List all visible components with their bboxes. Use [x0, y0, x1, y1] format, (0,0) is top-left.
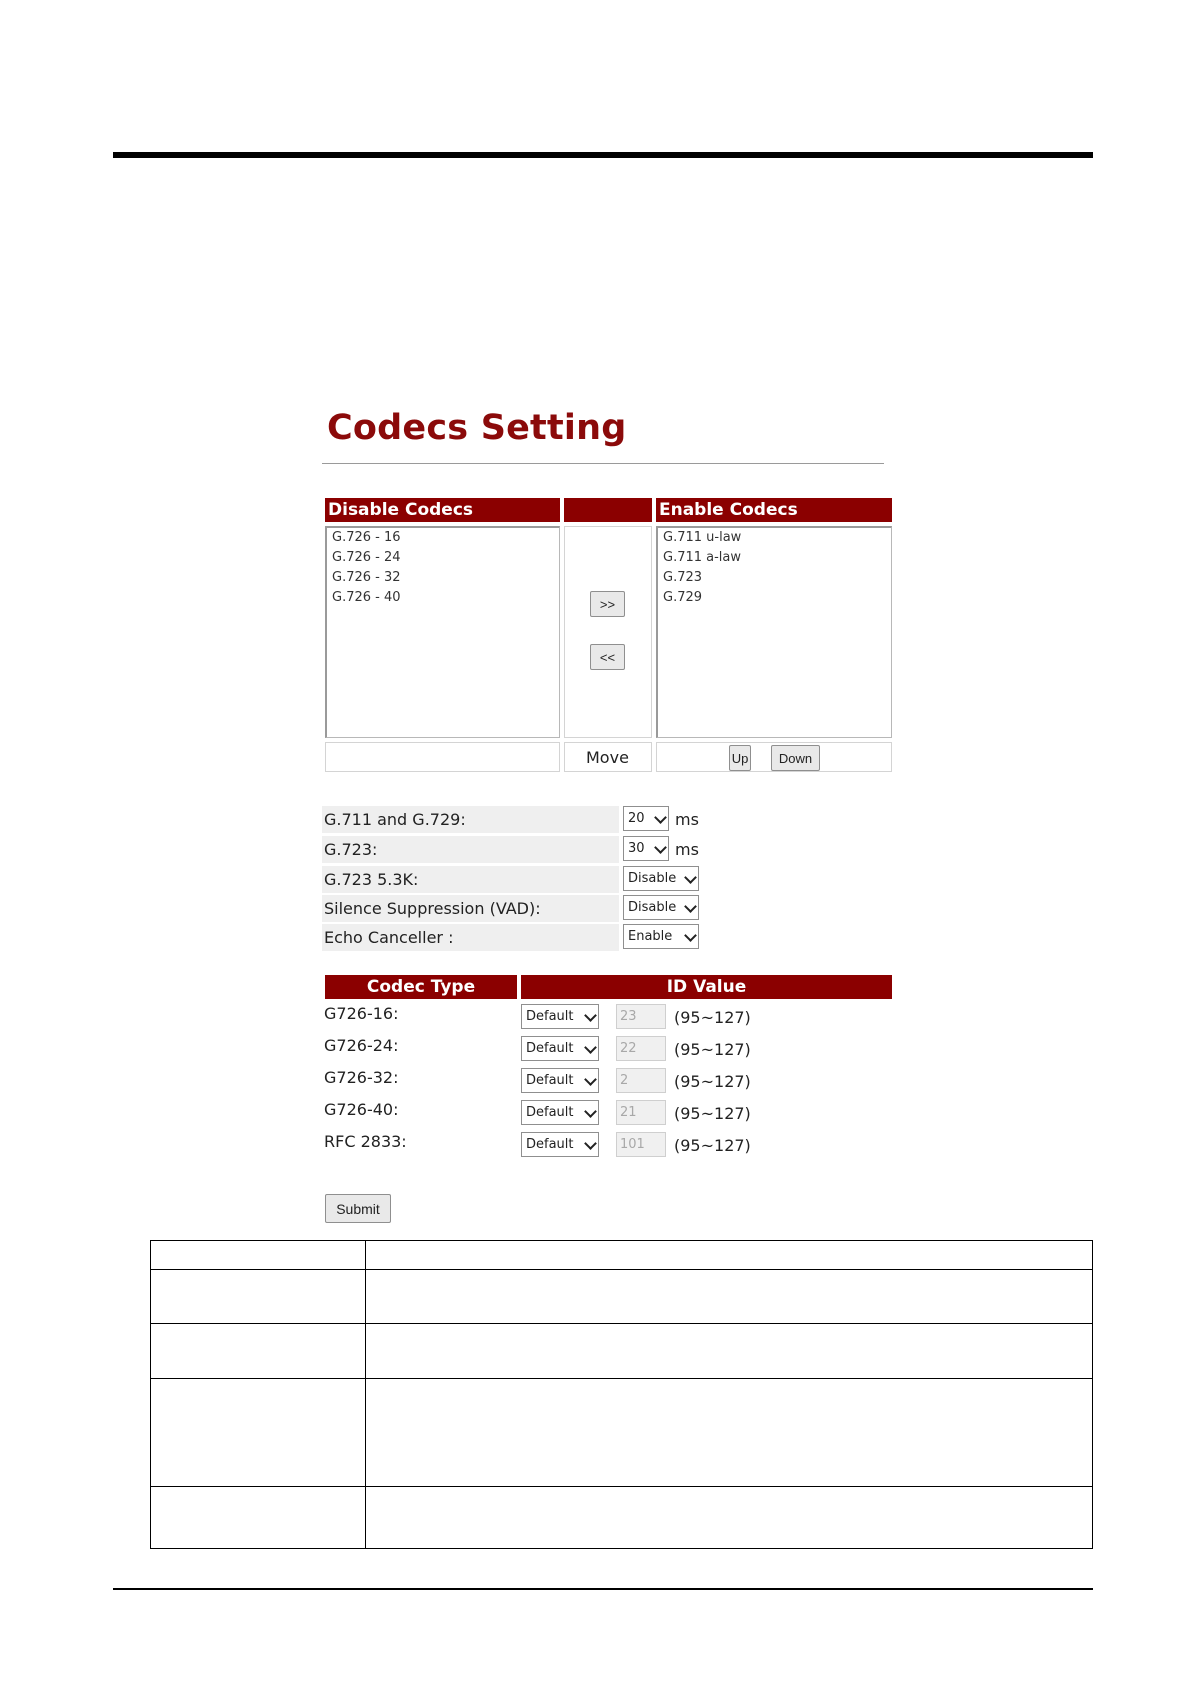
chevron-down-icon [584, 1041, 597, 1054]
table-row [151, 1324, 1093, 1379]
g711-g729-unit: ms [675, 810, 699, 829]
table-cell [366, 1324, 1093, 1379]
vad-label: Silence Suppression (VAD): [322, 895, 619, 922]
table-cell [151, 1379, 366, 1487]
list-item[interactable]: G.723 [663, 570, 703, 585]
move-up-button[interactable]: Up [729, 745, 751, 771]
codec-id-range: (95~127) [674, 1136, 751, 1155]
codec-id-mode-select[interactable]: Default [521, 1132, 599, 1157]
move-footer [564, 742, 652, 772]
g711-g729-label: G.711 and G.729: [322, 806, 619, 833]
move-label: Move [586, 748, 629, 767]
disabled-codecs-header: Disable Codecs [325, 498, 560, 522]
codec-type-header: Codec Type [325, 975, 517, 999]
table-cell [366, 1487, 1093, 1549]
table-row [151, 1270, 1093, 1324]
chevron-down-icon [654, 841, 667, 854]
chevron-down-icon [684, 929, 697, 942]
echo-canceller-label: Echo Canceller : [322, 924, 619, 951]
list-item[interactable]: G.711 u-law [663, 530, 742, 545]
table-cell [151, 1270, 366, 1324]
codec-id-mode-select[interactable]: Default [521, 1100, 599, 1125]
move-left-button[interactable]: << [590, 644, 625, 670]
codec-id-range: (95~127) [674, 1040, 751, 1059]
move-column-header [564, 498, 652, 522]
enabled-codecs-list[interactable] [656, 526, 892, 738]
g723-53k-label: G.723 5.3K: [322, 866, 619, 893]
codec-id-label: G726-40: [324, 1100, 399, 1119]
table-row [151, 1241, 1093, 1270]
page-title: Codecs Setting [327, 408, 627, 448]
footer-rule [113, 1588, 1093, 1590]
g711-g729-select[interactable]: 20 [623, 806, 669, 831]
enabled-codecs-header: Enable Codecs [656, 498, 892, 522]
chevron-down-icon [684, 871, 697, 884]
table-cell [366, 1270, 1093, 1324]
list-item[interactable]: G.726 - 16 [332, 530, 401, 545]
move-column [564, 526, 652, 738]
title-divider [322, 463, 884, 464]
table-cell [151, 1324, 366, 1379]
codec-id-range: (95~127) [674, 1072, 751, 1091]
chevron-down-icon [684, 900, 697, 913]
table-row [151, 1379, 1093, 1487]
codec-id-input[interactable]: 101 [616, 1132, 666, 1157]
codec-id-mode-select[interactable]: Default [521, 1036, 599, 1061]
id-value-header: ID Value [521, 975, 892, 999]
chevron-down-icon [654, 811, 667, 824]
echo-canceller-select[interactable]: Enable [623, 924, 699, 949]
move-down-button[interactable]: Down [771, 745, 820, 771]
list-item[interactable]: G.726 - 24 [332, 550, 401, 565]
codec-id-label: RFC 2833: [324, 1132, 407, 1151]
header-rule [113, 152, 1093, 158]
codec-id-label: G726-32: [324, 1068, 399, 1087]
list-item[interactable]: G.726 - 32 [332, 570, 401, 585]
codec-id-input[interactable]: 21 [616, 1100, 666, 1125]
g723-label: G.723: [322, 836, 619, 863]
chevron-down-icon [584, 1137, 597, 1150]
list-item[interactable]: G.729 [663, 590, 703, 605]
list-item[interactable]: G.711 a-law [663, 550, 742, 565]
chevron-down-icon [584, 1073, 597, 1086]
table-cell [151, 1241, 366, 1270]
list-item[interactable]: G.726 - 40 [332, 590, 401, 605]
submit-button[interactable]: Submit [325, 1194, 391, 1223]
codec-id-label: G726-24: [324, 1036, 399, 1055]
table-cell [151, 1487, 366, 1549]
g723-53k-select[interactable]: Disable [623, 866, 699, 891]
codec-id-mode-select[interactable]: Default [521, 1068, 599, 1093]
codec-id-range: (95~127) [674, 1104, 751, 1123]
table-cell [366, 1241, 1093, 1270]
chevron-down-icon [584, 1009, 597, 1022]
codec-id-mode-select[interactable]: Default [521, 1004, 599, 1029]
disabled-list-footer [325, 742, 560, 772]
codec-id-range: (95~127) [674, 1008, 751, 1027]
table-row [151, 1487, 1093, 1549]
vad-select[interactable]: Disable [623, 895, 699, 920]
disabled-codecs-list[interactable] [325, 526, 560, 738]
description-table [150, 1240, 1093, 1549]
codec-id-input[interactable]: 2 [616, 1068, 666, 1093]
table-cell [366, 1379, 1093, 1487]
codec-id-input[interactable]: 23 [616, 1004, 666, 1029]
codec-id-label: G726-16: [324, 1004, 399, 1023]
move-right-button[interactable]: >> [590, 591, 625, 617]
chevron-down-icon [584, 1105, 597, 1118]
g723-unit: ms [675, 840, 699, 859]
codec-id-input[interactable]: 22 [616, 1036, 666, 1061]
g723-select[interactable]: 30 [623, 836, 669, 861]
